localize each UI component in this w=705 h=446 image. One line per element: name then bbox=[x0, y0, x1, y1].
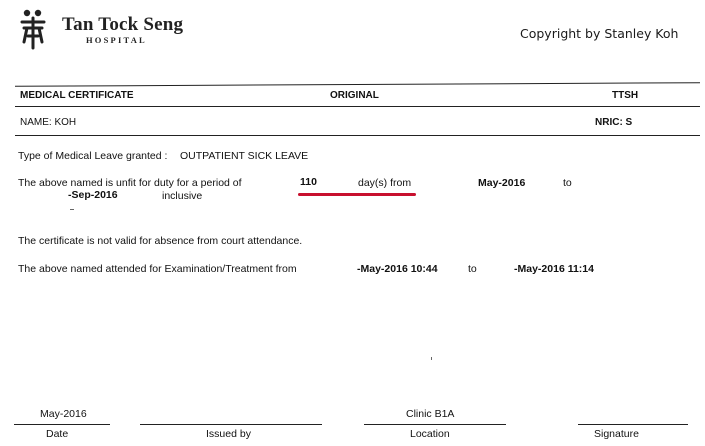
days-from-label: day(s) from bbox=[358, 177, 412, 189]
signature-line bbox=[578, 424, 688, 425]
leave-type-label: Type of Medical Leave granted : bbox=[18, 150, 168, 162]
patient-nric: NRIC: S bbox=[595, 117, 633, 128]
leave-from-date: May-2016 bbox=[478, 177, 526, 189]
hospital-name: Tan Tock Seng bbox=[62, 14, 184, 35]
location-line bbox=[364, 424, 506, 425]
hospital-subtitle: HOSPITAL bbox=[86, 35, 147, 45]
footer-signature-label: Signature bbox=[594, 428, 639, 440]
footer-issued-label: Issued by bbox=[206, 428, 251, 440]
footer-location-value: Clinic B1A bbox=[406, 408, 455, 420]
leave-to-label: to bbox=[563, 177, 572, 189]
patient-name: NAME: KOH bbox=[20, 117, 77, 128]
patient-rule bbox=[15, 135, 700, 136]
attendance-text: The above named attended for Examination/Treatment from bbox=[18, 263, 297, 275]
attendance-to-label: to bbox=[468, 263, 477, 275]
court-note: The certificate is not valid for absence from court attendance. bbox=[18, 235, 303, 247]
attendance-start: -May-2016 10:44 bbox=[357, 263, 438, 275]
unfit-text: The above named is unfit for duty for a period of bbox=[18, 177, 242, 189]
footer-location-label: Location bbox=[410, 428, 450, 440]
top-rule bbox=[15, 82, 700, 87]
certificate-title: MEDICAL CERTIFICATE bbox=[20, 90, 134, 101]
inclusive-label: inclusive bbox=[162, 190, 203, 202]
leave-to-date: -Sep-2016 bbox=[68, 189, 118, 201]
copyright-notice: Copyright by Stanley Koh bbox=[520, 26, 679, 41]
header-rule bbox=[15, 106, 700, 107]
leave-days: 110 bbox=[300, 176, 317, 188]
original-label: ORIGINAL bbox=[330, 90, 379, 101]
days-highlight-underline bbox=[298, 193, 416, 196]
ttsh-code: TTSH bbox=[612, 90, 639, 101]
date-line bbox=[14, 424, 110, 425]
footer-date-label: Date bbox=[46, 428, 69, 440]
footer-date-value: May-2016 bbox=[40, 408, 87, 420]
scan-speck bbox=[70, 209, 74, 210]
ttsh-logo-icon bbox=[18, 8, 48, 50]
attendance-end: -May-2016 11:14 bbox=[514, 263, 594, 275]
leave-type-value: OUTPATIENT SICK LEAVE bbox=[180, 150, 309, 162]
scan-speck bbox=[431, 357, 432, 360]
issued-by-line bbox=[140, 424, 322, 425]
